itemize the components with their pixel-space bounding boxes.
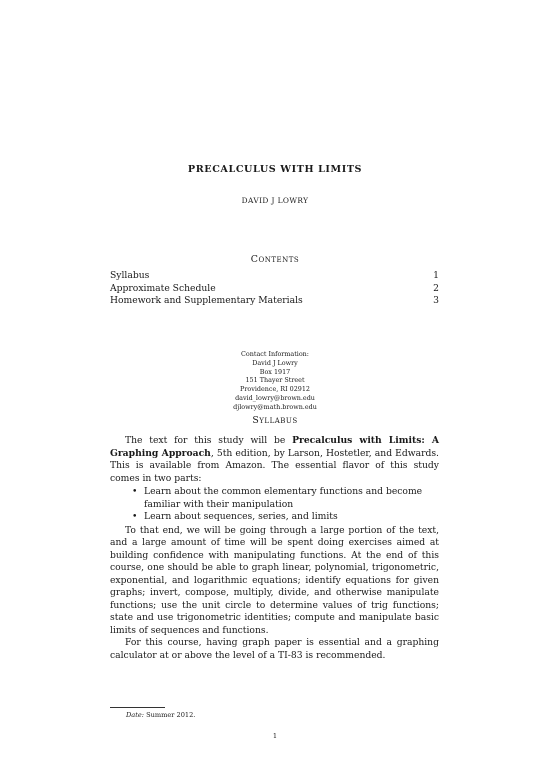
toc-entry-schedule[interactable]: [110, 283, 439, 296]
toc-entry-homework[interactable]: [110, 295, 439, 308]
author-name: DAVID J LOWRY: [241, 196, 309, 205]
toc-entry-page: 2: [433, 282, 439, 294]
footnote-label: Date:: [126, 711, 144, 719]
toc-entry-label: Approximate Schedule: [110, 282, 216, 294]
contact-heading: Contact Information:: [241, 350, 309, 358]
contact-email-math[interactable]: djlowry@math.brown.edu: [233, 402, 317, 411]
contact-street: 151 Thayer Street: [245, 376, 305, 385]
toc-entry-label: Syllabus: [110, 270, 150, 281]
goals-paragraph: To that end, we will be going through a large portion of the text, and a large amount of time will be spent doing exercises aimed at building confidence with manipulating functions. At the end of this course, one should be able to graph linear, polynomial, trigonometric, exponential, and logarithmic equations; identify equations for given graphs; invert, compose, multiply, divide, and otherwise manipulate functions; use the unit circle to determine values of trig functions; state and use trigonometric identities; compute and manipulate basic limits of sequences and functions.: [110, 524, 439, 636]
table-of-contents: [110, 270, 439, 308]
contact-city: Providence, RI 02912: [240, 385, 310, 394]
toc-entry-page: 3: [433, 295, 439, 307]
footnote-divider: [110, 707, 165, 708]
syllabus-heading: Syllabus: [252, 415, 298, 426]
date-footnote: [126, 711, 195, 719]
book-title: Precalculus with Limits: A Graphing Approach: [110, 435, 439, 459]
syllabus-body: [110, 435, 439, 662]
page-number: 1: [272, 732, 278, 740]
footnote-value: Summer 2012.: [146, 711, 196, 719]
contact-information: [0, 350, 550, 412]
toc-entry-page: 1: [433, 270, 439, 281]
goals-list: [110, 486, 439, 524]
contact-name: David J Lowry: [252, 358, 298, 367]
document-title: PRECALCULUS WITH LIMITS: [187, 164, 363, 175]
bullet-icon: •: [132, 486, 138, 497]
toc-entry-label: Homework and Supplementary Materials: [110, 295, 303, 307]
bullet-icon: •: [132, 511, 138, 522]
contents-heading: Contents: [250, 254, 300, 265]
list-item: • Learn about the common elementary functions and become familiar with their manipulation: [132, 486, 423, 510]
contact-email-brown[interactable]: david_lowry@brown.edu: [235, 393, 315, 402]
materials-paragraph: For this course, having graph paper is essential and a graphing calculator at or above the level of a TI-83 is recommended.: [110, 637, 439, 661]
intro-paragraph: The text for this study will be Precalculus with Limits: A Graphing Approach, 5th edition, by Larson, Hostetler, and Edwards. This is available from Amazon. The essential flavor of this study comes in two parts:: [110, 435, 439, 484]
contact-box: Box 1917: [259, 367, 291, 376]
list-item: • Learn about sequences, series, and limits: [132, 511, 338, 522]
toc-entry-syllabus[interactable]: [110, 270, 439, 283]
